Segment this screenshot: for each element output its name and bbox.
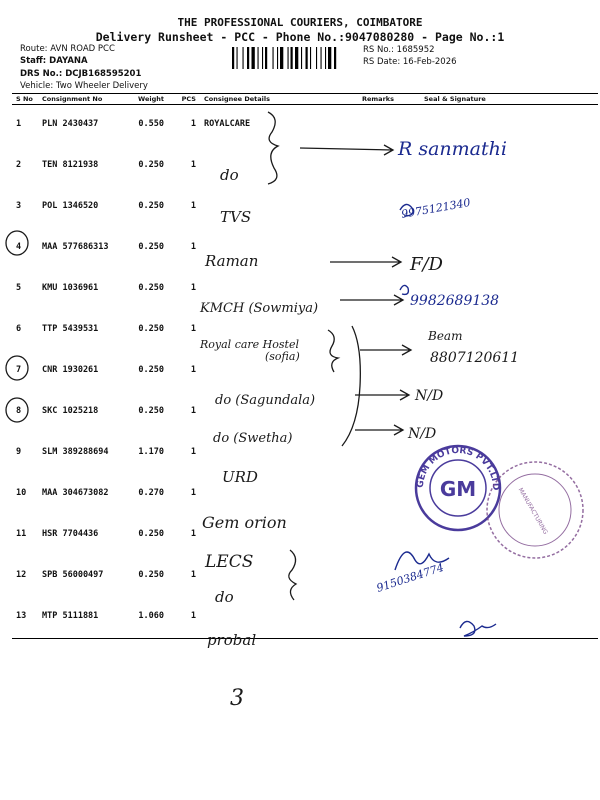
hw-row5-name: KMCH (Sowmiya) — [200, 301, 319, 316]
barcode-bar — [247, 47, 249, 69]
hw-row7-name: do (Sagundala) — [215, 393, 316, 408]
table-row — [12, 351, 598, 392]
col-seal-signature: Seal & Signature — [410, 94, 598, 105]
row-weight: 0.270 — [138, 488, 164, 498]
row-pcs: 1 — [190, 488, 196, 498]
row-signature — [410, 556, 598, 597]
table-row — [12, 146, 598, 187]
row-remarks — [358, 556, 410, 597]
stamp-outer-text: GEM MOTORS PVT.LTD — [415, 445, 501, 491]
barcode-bar — [277, 47, 278, 69]
hw-row3-name: TVS — [220, 208, 252, 226]
barcode-bar — [262, 47, 263, 69]
row-pcs: 1 — [190, 324, 196, 334]
row-pcs: 1 — [190, 160, 196, 170]
row-pcs: 1 — [190, 365, 196, 375]
row-consignment-no: HSR 7704436 — [42, 529, 99, 539]
table-row — [12, 474, 598, 515]
col-consignment: Consignment No — [38, 94, 124, 105]
hw-row2-name: do — [220, 166, 239, 184]
row-consignee: ROYALCARE — [204, 119, 251, 129]
row-remarks — [358, 310, 410, 351]
row-weight: 0.250 — [138, 201, 164, 211]
hw-row12-name: do — [215, 588, 234, 606]
row-remarks — [358, 433, 410, 474]
row-signature — [410, 269, 598, 310]
hw-row4-remark: F/D — [410, 254, 443, 275]
row-remarks — [358, 392, 410, 433]
runsheet-subtitle: Delivery Runsheet - PCC - Phone No.:9047080280 - Page No.:1 — [95, 30, 505, 44]
table-row — [12, 433, 598, 474]
row-pcs: 1 — [190, 406, 196, 416]
row-sno: 5 — [16, 283, 22, 293]
table-row — [12, 228, 598, 269]
row-consignee — [200, 474, 358, 515]
row-pcs: 1 — [168, 597, 200, 639]
row-signature — [410, 392, 598, 433]
row-consignment-no: KMU 1036961 — [42, 283, 99, 293]
hw-row11-signature: 9150384774 — [374, 560, 446, 595]
row-signature — [410, 228, 598, 269]
hw-row6-name-b: (sofia) — [265, 350, 300, 363]
row-consignee — [200, 228, 358, 269]
rs-number: RS No.: 1685952 — [363, 45, 435, 55]
row-weight: 0.250 — [138, 283, 164, 293]
stamp-inner-text: GM — [439, 477, 477, 501]
hw-row6-sig-b: 8807120611 — [430, 350, 520, 366]
barcode — [232, 47, 358, 69]
row-pcs: 1 — [190, 283, 196, 293]
hw-row2-signature: R sanmathi — [398, 138, 507, 160]
row-sno: 8 — [16, 406, 22, 416]
row-remarks — [358, 474, 410, 515]
table-row — [12, 392, 598, 433]
row-weight: 0.250 — [138, 324, 164, 334]
row-remarks — [358, 269, 410, 310]
row-consignment-no: SKC 1025218 — [42, 406, 99, 416]
row-sno: 13 — [12, 597, 38, 639]
row-consignment-no: POL 1346520 — [42, 201, 99, 211]
row-pcs: 1 — [190, 119, 196, 129]
col-weight: Weight — [124, 94, 168, 105]
row-consignment-no: SPB 56000497 — [42, 570, 104, 580]
row-signature — [410, 310, 598, 351]
hw-row8-remark: N/D — [408, 426, 437, 442]
stamp2-text: MANUFACTURING — [516, 486, 549, 536]
row-pcs: 1 — [190, 201, 196, 211]
table-row — [12, 269, 598, 310]
table-row — [12, 597, 598, 639]
row-signature — [410, 187, 598, 228]
barcode-bar — [232, 47, 234, 69]
barcode-bar — [258, 47, 259, 69]
barcode-bar — [310, 47, 311, 69]
barcode-bar — [321, 47, 322, 69]
row-signature — [410, 597, 598, 639]
barcode-bar — [291, 47, 293, 69]
runsheet-table — [12, 93, 598, 639]
col-sno: S No — [12, 94, 38, 105]
row-consignee — [200, 146, 358, 187]
table-row — [12, 515, 598, 556]
runsheet-title: THE PROFESSIONAL COURIERS, COIMBATORE — [177, 16, 423, 29]
row-consignee — [200, 269, 358, 310]
row-signature — [410, 515, 598, 556]
row-remarks — [358, 146, 410, 187]
row-consignee — [200, 515, 358, 556]
row-consignee — [200, 556, 358, 597]
row-consignee — [200, 310, 358, 351]
barcode-bar — [325, 47, 326, 69]
row-pcs: 1 — [190, 447, 196, 457]
row-weight: 0.550 — [138, 119, 164, 129]
barcode-bar — [252, 47, 255, 69]
barcode-bar — [288, 47, 289, 69]
row-consignment-no: MTP 5111881 — [38, 597, 124, 639]
hw-row8-name: do (Swetha) — [213, 431, 293, 446]
hw-row10-name: Gem orion — [202, 513, 287, 532]
row-sno: 3 — [16, 201, 22, 211]
barcode-bar — [328, 47, 331, 69]
row-consignment-no: TTP 5439531 — [42, 324, 99, 334]
row-pcs: 1 — [190, 242, 196, 252]
hw-row9-name: URD — [222, 468, 258, 486]
row-remarks — [358, 597, 410, 639]
row-weight: 0.250 — [138, 570, 164, 580]
row-weight: 1.170 — [138, 447, 164, 457]
row-sno: 2 — [16, 160, 22, 170]
table-header-row — [12, 94, 598, 105]
row-remarks — [358, 187, 410, 228]
row-sno: 12 — [16, 570, 27, 580]
row-consignment-no: MAA 304673082 — [42, 488, 109, 498]
vehicle-label: Vehicle: Two Wheeler Delivery — [20, 81, 148, 91]
row-consignee — [200, 433, 358, 474]
row-consignee — [200, 351, 358, 392]
row-weight: 0.250 — [138, 529, 164, 539]
col-pcs: PCS — [168, 94, 200, 105]
col-consignee: Consignee Details — [200, 94, 358, 105]
row-weight: 0.250 — [138, 406, 164, 416]
row-weight: 0.250 — [138, 242, 164, 252]
row-consignment-no: MAA 577686313 — [42, 242, 109, 252]
table-row — [12, 105, 598, 147]
row-sno: 1 — [16, 119, 22, 129]
row-consignment-no: PLN 2430437 — [42, 119, 99, 129]
hw-row4-name: Raman — [205, 252, 259, 270]
row-signature — [410, 433, 598, 474]
rs-date: RS Date: 16-Feb-2026 — [363, 57, 457, 67]
hw-row7-remark: N/D — [415, 388, 444, 404]
table-row — [12, 187, 598, 228]
barcode-bar — [265, 47, 267, 69]
row-consignment-no: SLM 389288694 — [42, 447, 109, 457]
barcode-bar — [280, 47, 283, 69]
row-sno: 6 — [16, 324, 22, 334]
barcode-bar — [306, 47, 308, 69]
row-signature — [410, 474, 598, 515]
barcode-bar — [295, 47, 298, 69]
table-row — [12, 310, 598, 351]
barcode-bar — [243, 47, 244, 69]
row-consignee — [200, 597, 358, 639]
row-pcs: 1 — [190, 570, 196, 580]
row-remarks — [358, 351, 410, 392]
row-signature — [410, 105, 598, 147]
barcode-bar — [301, 47, 302, 69]
col-remarks: Remarks — [358, 94, 410, 105]
barcode-bar — [334, 47, 336, 69]
hw-row6-sig-a: Beam — [428, 329, 463, 343]
barcode-bar — [237, 47, 238, 69]
barcode-bar — [273, 47, 274, 69]
row-weight: 0.250 — [138, 365, 164, 375]
drs-number: DRS No.: DCJB168595201 — [20, 69, 142, 79]
row-consignee — [200, 187, 358, 228]
row-sno: 10 — [16, 488, 27, 498]
row-sno: 11 — [16, 529, 27, 539]
row-consignment-no: CNR 1930261 — [42, 365, 99, 375]
row-signature — [410, 146, 598, 187]
row-remarks — [358, 105, 410, 147]
row-signature — [410, 351, 598, 392]
hw-row6-name-a: Royal care Hostel — [200, 338, 299, 351]
hw-row13-name: probal — [207, 631, 257, 649]
hw-row3-signature: 9975121340 — [400, 195, 472, 221]
route-label: Route: AVN ROAD PCC — [20, 44, 115, 54]
hw-row5-signature: 9982689138 — [410, 293, 500, 309]
hw-footer-count: 3 — [230, 686, 244, 711]
row-sno: 4 — [16, 242, 22, 252]
row-remarks — [358, 515, 410, 556]
row-weight: 0.250 — [138, 160, 164, 170]
table-row — [12, 556, 598, 597]
barcode-bar — [316, 47, 317, 69]
hw-row11-name: LECS — [205, 552, 254, 572]
row-sno: 7 — [16, 365, 22, 375]
staff-label: Staff: DAYANA — [20, 56, 88, 66]
row-sno: 9 — [16, 447, 22, 457]
row-consignee — [200, 392, 358, 433]
row-weight: 1.060 — [124, 597, 168, 639]
row-pcs: 1 — [190, 529, 196, 539]
row-remarks — [358, 228, 410, 269]
row-consignment-no: TEN 8121938 — [42, 160, 99, 170]
